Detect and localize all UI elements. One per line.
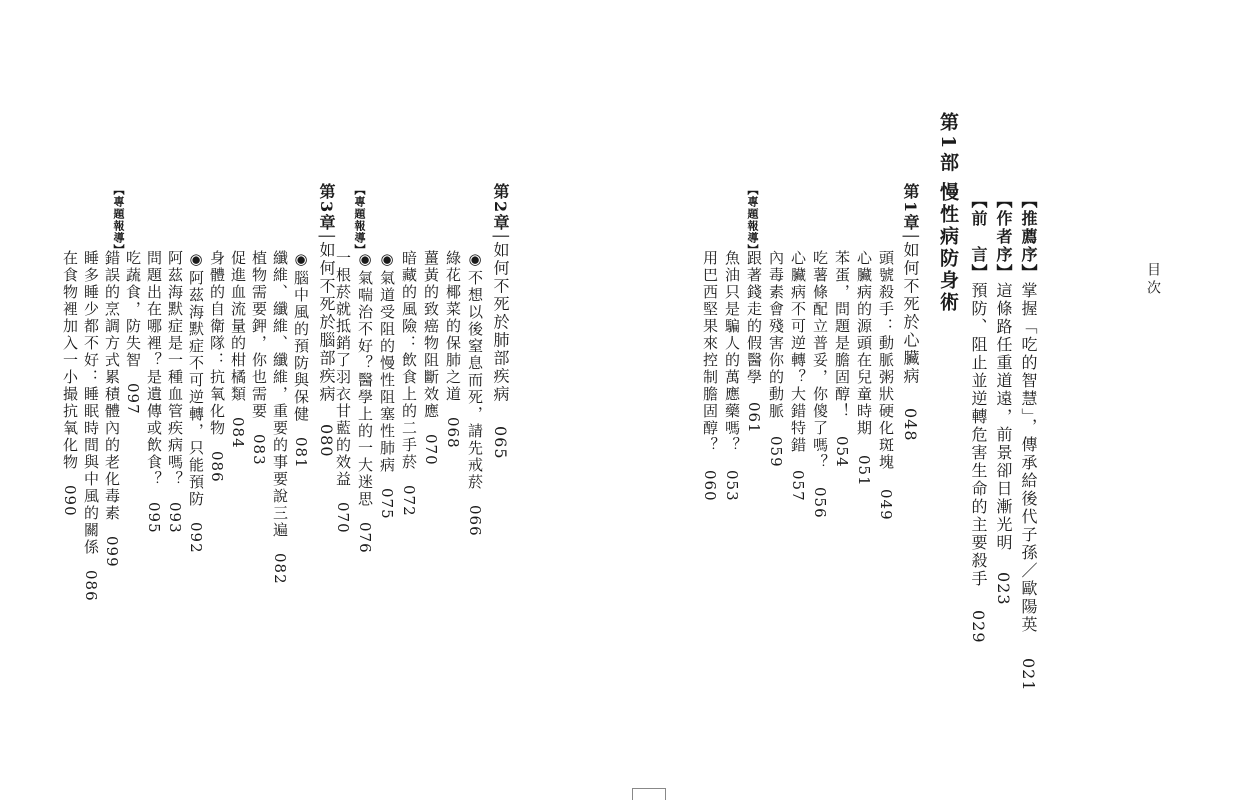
item-text: 心臟病的源頭在兒童時期: [855, 250, 873, 437]
item-text: 綠花椰菜的保肺之道: [444, 250, 462, 403]
item-text: 問題出在哪裡？是遺傳或飲食？: [145, 250, 163, 488]
page-number: 086: [208, 451, 226, 483]
chapter-3-item: [230, 250, 245, 449]
chapter-2-item: [445, 250, 460, 449]
chapter-3-item: [146, 250, 161, 534]
chapter-2-item: [423, 250, 438, 466]
chapter-label: 第3章: [317, 183, 336, 233]
chapter-3-heading: [318, 183, 334, 457]
chapter-divider: │: [318, 232, 334, 242]
item-text: 植物需要鉀，你也需要: [250, 250, 268, 420]
page-number: 057: [789, 470, 807, 502]
item-text: 吃蔬食，防失智: [124, 250, 142, 369]
item-text: ◉阿茲海默症不可逆轉，只能預防: [187, 250, 205, 508]
chapter-label: 第1章: [901, 183, 920, 233]
page-number: 090: [61, 485, 79, 517]
preface-tag: 【推薦序】: [1019, 192, 1038, 282]
item-text: 暗藏的風險：飲食上的二手菸: [400, 250, 418, 471]
part-title: 慢性病防身術: [937, 182, 959, 314]
page-number: 084: [229, 417, 247, 449]
page-number: 097: [124, 383, 142, 415]
chapter-3-item: [209, 250, 224, 483]
chapter-3-item: [251, 250, 266, 466]
preface-recommend: [1020, 192, 1036, 692]
item-text: 纖維、纖維、纖維，重要的事要說三遍: [271, 250, 289, 539]
chapter-label: 第2章: [491, 183, 510, 233]
item-text: 錯誤的烹調方式累積體內的老化毒素: [103, 250, 121, 522]
chapter-divider: │: [492, 232, 508, 242]
page-number: 075: [378, 488, 396, 520]
item-text: 內毒素會殘害你的動脈: [767, 250, 785, 420]
preface-title: 預防、阻止並逆轉危害生命的主要殺手: [969, 282, 988, 588]
chapter-3-item: [125, 250, 140, 415]
preface-author: [995, 192, 1011, 606]
page-number: 080: [317, 423, 336, 458]
page-number: 023: [994, 572, 1013, 606]
item-text: 魚油只是騙人的萬應藥嗎？: [723, 250, 741, 454]
report-tag: 【專題報導】: [746, 184, 759, 256]
preface-tag: 【作者序】: [994, 192, 1013, 282]
chapter-2-item: [401, 250, 416, 517]
chapter-3-report-item: [83, 250, 98, 602]
chapter-1-heading: [902, 183, 918, 441]
chapter-1-item: [812, 250, 827, 519]
chapter-title: 如何不死於心臟病: [901, 241, 920, 386]
item-text: 薑黃的致癌物阻斷效應: [422, 250, 440, 420]
preface-title: 這條路任重道遠，前景卻日漸光明: [994, 282, 1013, 552]
toc-title: 目次: [1145, 262, 1161, 298]
chapter-title: 如何不死於肺部疾病: [491, 241, 510, 404]
page-number: 054: [833, 436, 851, 468]
page-number: 056: [811, 487, 829, 519]
item-text: 在食物裡加入一小撮抗氧化物: [61, 250, 79, 471]
item-text: 心臟病不可逆轉？大錯特錯: [789, 250, 807, 454]
chapter-divider: │: [902, 232, 918, 242]
item-text: 用巴西堅果來控制膽固醇？: [701, 250, 719, 454]
page-number: 082: [271, 553, 289, 585]
page-number: 072: [400, 485, 418, 517]
chapter-1-report-item: [702, 250, 717, 502]
page-number: 070: [334, 502, 352, 534]
page-number: 095: [145, 502, 163, 534]
item-text: ◉不想以後窒息而死，請先戒菸: [466, 250, 484, 491]
item-text: ◉氣道受阻的慢性阻塞性肺病: [378, 250, 396, 474]
report-tag: 【專題報導】: [353, 184, 366, 256]
report-tag: 【專題報導】: [112, 184, 125, 256]
chapter-3-item: [272, 250, 287, 585]
page-number: 081: [292, 437, 310, 469]
chapter-title: 如何不死於腦部疾病: [317, 241, 336, 404]
preface-title: 掌握「吃的智慧」，傳承給後代子孫／歐陽英: [1019, 282, 1038, 634]
item-text: 跟著錢走的假醫學: [745, 250, 763, 386]
chapter-3-report-item: [62, 250, 77, 517]
page-number: 092: [187, 522, 205, 554]
item-text: 吃薯條配立普妥，你傻了嗎？: [811, 250, 829, 471]
page-number: 076: [356, 522, 374, 554]
item-text: 睡多睡少都不好：睡眠時間與中風的關係: [82, 250, 100, 556]
page-number: 060: [701, 470, 719, 502]
page-number: 099: [103, 536, 121, 568]
page-number: 083: [250, 434, 268, 466]
chapter-3-item: [167, 250, 182, 534]
item-text: 頭號殺手：動脈粥狀硬化斑塊: [877, 250, 895, 471]
chapter-1-item: [856, 250, 871, 487]
page-number: 021: [1019, 658, 1038, 692]
page-number: 048: [901, 407, 920, 442]
page-number: 093: [166, 502, 184, 534]
chapter-2-report-item: [335, 250, 350, 534]
item-text: 身體的自衛隊：抗氧化物: [208, 250, 226, 437]
page-number: 066: [466, 505, 484, 537]
chapter-3-item: [188, 250, 203, 554]
part-label: 第1部: [937, 112, 959, 176]
chapter-1-item: [834, 250, 849, 468]
chapter-2-item: [467, 250, 482, 537]
chapter-1-report-item: [724, 250, 739, 502]
item-text: ◉氣喘治不好？醫學上的一大迷思: [356, 250, 374, 508]
item-text: ◉腦中風的預防與保健: [292, 250, 310, 423]
chapter-2-heading: [492, 183, 508, 459]
preface-tag: 【前 言】: [969, 192, 988, 282]
page-number: 068: [444, 417, 462, 449]
page-number: 065: [491, 425, 510, 460]
preface-intro: [970, 192, 986, 644]
item-text: 一根菸就抵銷了羽衣甘藍的效益: [334, 250, 352, 488]
page-number: 086: [82, 570, 100, 602]
chapter-2-item: [379, 250, 394, 520]
item-text: 促進血流量的柑橘類: [229, 250, 247, 403]
chapter-1-item: [768, 250, 783, 468]
item-text: 苯蛋，問題是膽固醇！: [833, 250, 851, 420]
chapter-1-item: [878, 250, 893, 521]
page-number: 061: [745, 402, 763, 434]
page-number: 051: [855, 455, 873, 487]
page-number: 070: [422, 434, 440, 466]
page-number: 053: [723, 470, 741, 502]
page-number: 059: [767, 436, 785, 468]
chapter-3-item: [293, 250, 308, 469]
item-text: 阿茲海默症是一種血管疾病嗎？: [166, 250, 184, 488]
page-gutter-mark: [632, 788, 666, 800]
chapter-1-item: [790, 250, 805, 502]
chapter-2-item: [357, 250, 372, 554]
page-number: 029: [969, 610, 988, 644]
chapter-1-item: [746, 250, 761, 434]
chapter-3-report-item: [104, 250, 119, 568]
page-number: 049: [877, 489, 895, 521]
